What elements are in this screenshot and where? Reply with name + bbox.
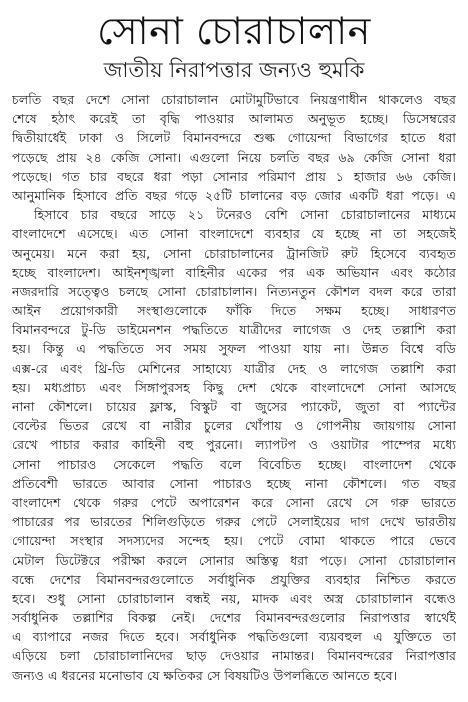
body-line: দ্বিতীয়ার্ধেই ঢাকা ও সিলেট বিমানবন্দরে শুল্ক গোয়েন্দা বিভাগের হাতে ধরা — [12, 130, 456, 146]
body-line: নজরদারি সত্ত্বেও চলছে সোনা চোরাচালান। নিত্যনতুন কৌশল বদল করে তারা — [12, 283, 456, 299]
body-line: রেখে পাচার করার কাহিনী বহু পুরনো। ল্যাপটপ ও ওয়াটার পাম্পের মধ্যে — [12, 437, 456, 453]
body-line: জন্যও এ ধরনের মনোভাব যে ক্ষতিকর সে বিষয়টিও উপলব্ধিতে আনতে হবে। — [12, 667, 398, 683]
body-line: চলতি বছর দেশে সোনা চোরাচালান মোটামুটিভাবে নিয়ন্ত্রণাধীন থাকলেও বছর — [12, 92, 456, 107]
body-line: বেল্টের ভিতর রেখে বা নারীর চুলের খোঁপায় ও গোপনীয় জায়গায় সোনা — [12, 418, 456, 434]
body-line: বাংলাদেশ থেকে গরুর পেটে অপারেশন করে সোনা রেখে সে গরু ভারতে — [12, 494, 456, 510]
body-line: এ ব্যাপারে নজর দিতে হবে। সর্বাধুনিক পদ্ধতিগুলো ব্যয়বহুল এ যুক্তিতে তা — [12, 629, 456, 645]
body-line: গোয়েন্দা সংস্থার সদস্যদের সন্দেহ হয়। পেটে বোমা থাকতে পারে ভেবে — [12, 533, 456, 549]
body-line: হয়। মধ্যপ্রাচ্য এবং সিঙ্গাপুরসহ কিছু দেশ থেকে বাংলাদেশে সোনা আসছে — [12, 379, 456, 395]
body-line: এক্স-রে এবং থ্রি-ডি মেশিনের সাহায্যে যাত্রীর দেহ ও লাগেজ তল্লাশি করা — [12, 360, 456, 376]
body-line: সর্বাধুনিক তল্লাশির বিকল্প নেই। দেশের বিমানবন্দরগুলোর নিরাপত্তার স্বার্থেই — [12, 610, 456, 626]
body-line: হিসাবে চার বছরে সাড়ে ২১ টনেরও বেশি সোনা চোরাচালানের মাধ্যমে — [34, 207, 456, 223]
body-line: হয়। কিন্তু এ পদ্ধতিতে সব সময় সুফল পাওয়া যায় না। উন্নত বিশ্বে বডি — [12, 341, 456, 357]
body-line: আইন প্রয়োগকারী সংস্থাগুলোকে ফাঁকি দিতে সক্ষম হচ্ছে। সাধারণত — [12, 303, 456, 319]
headline: সোনা চোরাচালান — [97, 9, 371, 53]
body-line: পাচারের পর ভারতের শিলিগুড়িতে গরুর পেটে সেলাইয়ের দাগ দেখে ভারতীয় — [12, 514, 456, 530]
body-line: সোনা পাচারও সেকেলে পদ্ধতি বলে বিবেচিত হচ্ছে। বাংলাদেশ থেকে — [12, 456, 456, 472]
body-line: শেষে হঠাৎ করেই তা বৃদ্ধি পাওয়ার আলামত অনুভূত হচ্ছে। ডিসেম্বরের — [12, 111, 456, 127]
body-line: এড়িয়ে চলা চোরাচালানিদের ছাড় দেওয়ার নামান্তর। বিমানবন্দরের নিরাপত্তার — [12, 648, 456, 664]
body-line: আনুমানিক হিসাবে প্রতি বছর গড়ে ২৫টি চালানের বড় জোর একটি ধরা পড়ে। এ — [12, 187, 456, 203]
body-line: বিমানবন্দরে টু-ডি ডাইমেনশন পদ্ধতিতে যাত্রীদের লাগেজ ও দেহ তল্লাশি করা — [12, 322, 456, 338]
body-line: প্রতিবেশী ভারতে আবার সোনা পাচারও হচ্ছে নানা কৌশলে। গত বছর — [12, 475, 456, 491]
body-line: পড়েছে প্রায় ২৪ কেজি সোনা। এগুলো নিয়ে চলতি বছর ৬৯ কেজি সোনা ধরা — [12, 149, 456, 165]
body-line: মেটাল ডিটেক্টরে পরীক্ষা করলে সোনার অস্তিত্ব ধরা পড়ে। সোনা চোরাচালান — [12, 552, 456, 568]
body-line: পড়েছে। গত চার বছরে ধরা পড়া সোনার পরিমাণ প্রায় ১ হাজার ৬৬ কেজি। — [12, 168, 456, 184]
body-line: অনুমেয়। মনে করা হয়, সোনা চোরাচালানের ট্রানজিট রুট হিসেবে ব্যবহৃত — [12, 245, 456, 261]
body-line: নানা কৌশলে। চায়ের ফ্লাস্ক, বিস্কুট বা জুসের প্যাকেট, জুতা বা প্যান্টের — [12, 399, 456, 414]
body-line: বাংলাদেশে এসেছে। এত সোনা বাংলাদেশে ব্যবহার যে হচ্ছে না তা সহজেই — [12, 226, 456, 242]
body-line: হবে। শুধু সোনা চোরাচালান বন্ধই নয়, মাদক এবং অস্ত্র চোরাচালান বন্ধেও — [12, 590, 456, 606]
body-line: বন্ধে দেশের বিমানবন্দরগুলোতে সর্বাধুনিক প্রযুক্তির ব্যবহার নিশ্চিত করতে — [12, 571, 456, 587]
body-line: হচ্ছে বাংলাদেশ। আইনশৃঙ্খলা বাহিনীর একের পর এক অভিযান এবং কঠোর — [12, 264, 456, 280]
article-body — [12, 90, 456, 685]
subheadline: জাতীয় নিরাপত্তার জন্যও হুমকি — [103, 58, 365, 82]
